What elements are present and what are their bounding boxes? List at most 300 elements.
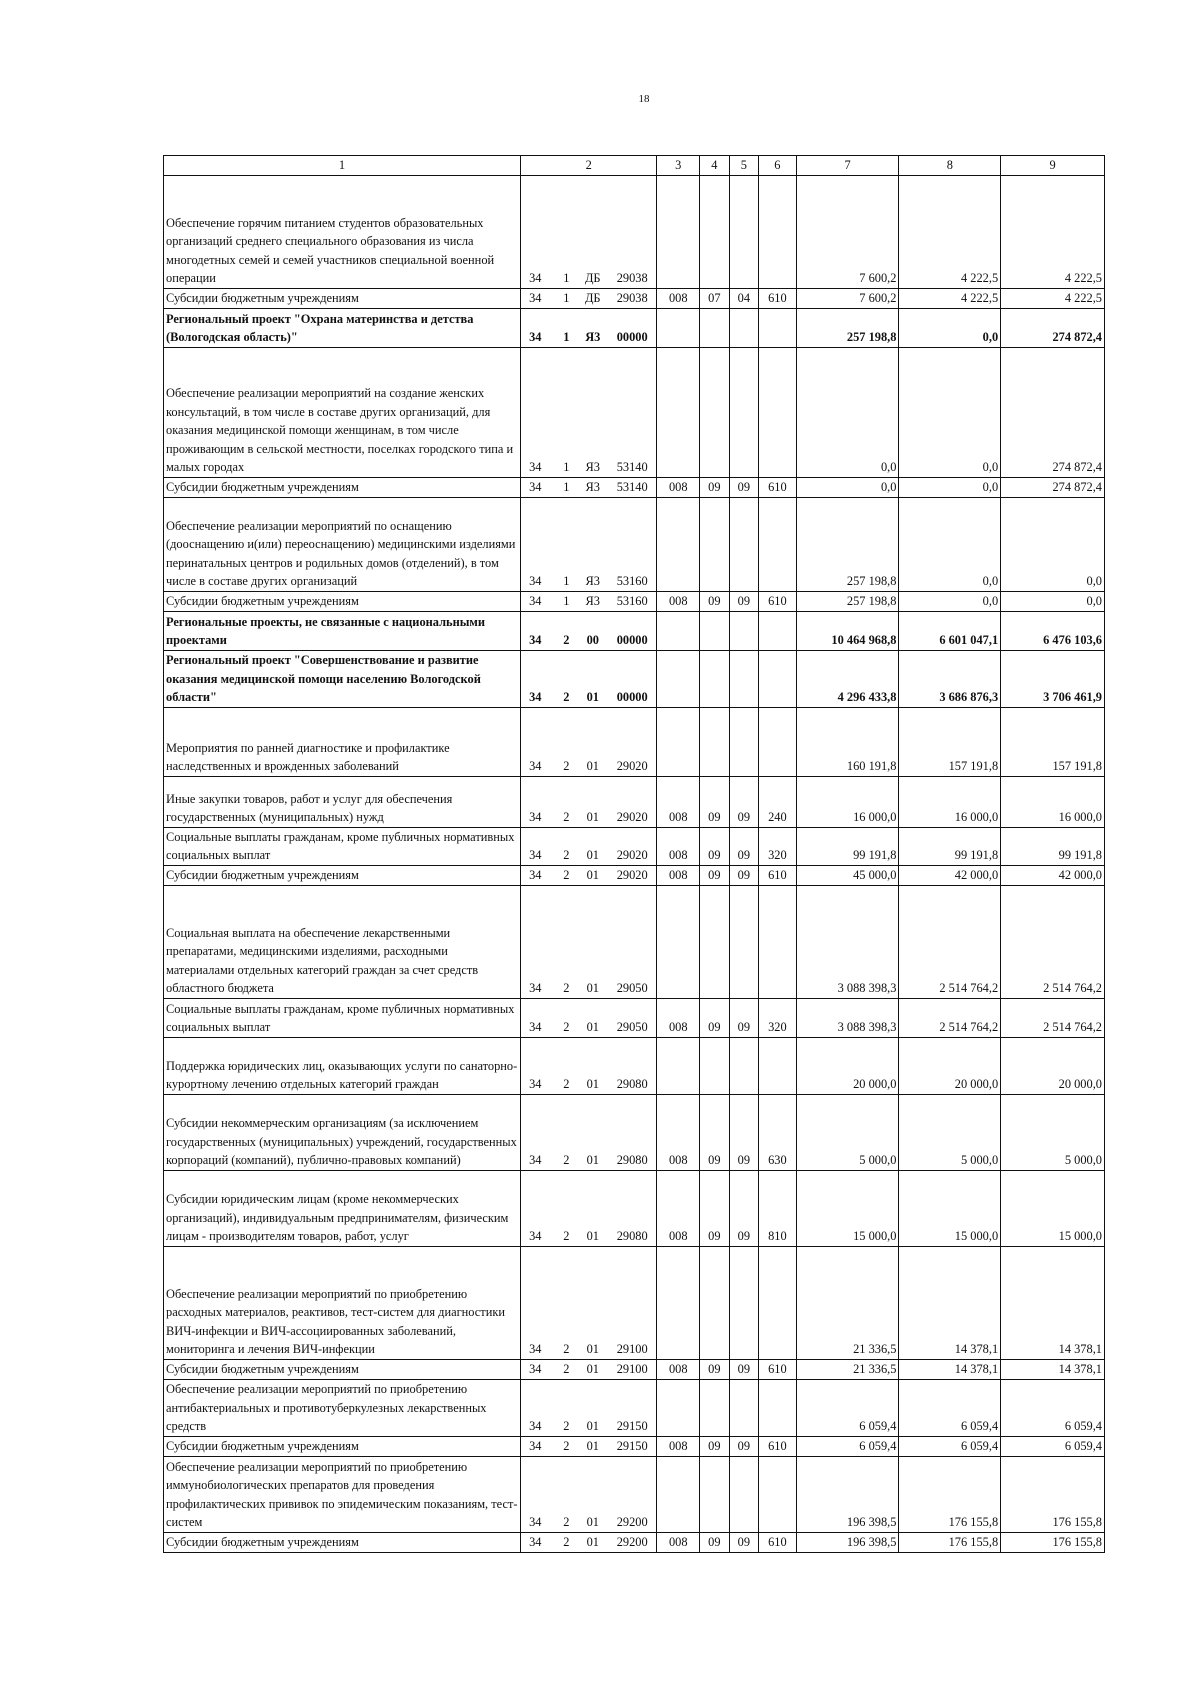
- row-name: Субсидии бюджетным учреждениям: [164, 865, 521, 885]
- row-code-type: 2: [555, 1094, 577, 1170]
- row-code-program: 34: [521, 885, 556, 998]
- row-code-program: 34: [521, 347, 556, 477]
- row-amount-col9: 274 872,4: [1001, 347, 1105, 477]
- row-code-program: 34: [521, 827, 556, 865]
- row-amount-col8: 4 222,5: [899, 175, 1001, 288]
- row-code-department: 008: [657, 1359, 700, 1379]
- row-code-expense-type: [759, 707, 797, 776]
- row-code-section: [700, 347, 730, 477]
- row-code-project: 01: [578, 885, 609, 998]
- row-amount-col9: 0,0: [1001, 591, 1105, 611]
- row-code-subsection: 09: [729, 865, 759, 885]
- row-code-section: [700, 1379, 730, 1436]
- row-code-section: 09: [700, 1094, 730, 1170]
- row-code-project: 01: [578, 1456, 609, 1532]
- row-amount-col7: 7 600,2: [796, 175, 899, 288]
- table-body: [164, 175, 1105, 1552]
- row-name: Социальные выплаты гражданам, кроме публичных нормативных социальных выплат: [164, 998, 521, 1037]
- row-amount-col7: 99 191,8: [796, 827, 899, 865]
- row-code-item: 29038: [608, 175, 657, 288]
- row-code-type: 2: [555, 1246, 577, 1359]
- row-code-project: 01: [578, 1170, 609, 1246]
- row-code-program: 34: [521, 477, 556, 497]
- row-code-project: Я3: [578, 591, 609, 611]
- row-code-program: 34: [521, 865, 556, 885]
- column-header-9: 9: [1001, 156, 1105, 176]
- row-amount-col7: 16 000,0: [796, 776, 899, 827]
- row-code-section: 09: [700, 1170, 730, 1246]
- row-code-department: 008: [657, 1094, 700, 1170]
- row-name: Субсидии бюджетным учреждениям: [164, 591, 521, 611]
- row-code-type: 1: [555, 308, 577, 347]
- row-amount-col7: 7 600,2: [796, 288, 899, 308]
- row-amount-col8: 2 514 764,2: [899, 998, 1001, 1037]
- row-code-program: 34: [521, 1170, 556, 1246]
- row-code-project: Я3: [578, 308, 609, 347]
- table-row: [164, 477, 1105, 497]
- row-code-section: [700, 885, 730, 998]
- row-code-project: ДБ: [578, 175, 609, 288]
- column-header-1: 1: [164, 156, 521, 176]
- row-amount-col7: 3 088 398,3: [796, 998, 899, 1037]
- table-row: [164, 1456, 1105, 1532]
- row-amount-col9: 4 222,5: [1001, 288, 1105, 308]
- row-code-type: 1: [555, 591, 577, 611]
- row-code-expense-type: 320: [759, 827, 797, 865]
- row-code-type: 1: [555, 288, 577, 308]
- row-code-department: 008: [657, 1436, 700, 1456]
- table-row: [164, 1094, 1105, 1170]
- row-code-department: 008: [657, 1532, 700, 1552]
- row-name: Мероприятия по ранней диагностике и профилактике наследственных и врожденных заболеваний: [164, 707, 521, 776]
- table-row: [164, 288, 1105, 308]
- row-code-department: [657, 1037, 700, 1094]
- table-row: [164, 650, 1105, 707]
- column-header-3: 3: [657, 156, 700, 176]
- row-code-item: 29020: [608, 707, 657, 776]
- row-code-project: 01: [578, 1037, 609, 1094]
- row-code-subsection: [729, 611, 759, 650]
- row-amount-col7: 21 336,5: [796, 1246, 899, 1359]
- row-code-item: 29150: [608, 1379, 657, 1436]
- row-code-subsection: 09: [729, 1094, 759, 1170]
- row-amount-col8: 0,0: [899, 347, 1001, 477]
- table-row: [164, 885, 1105, 998]
- row-name: Обеспечение реализации мероприятий по приобретению расходных материалов, реактивов, тест-систем для диагностики ВИЧ-инфекции и ВИЧ-ассоциированных заболеваний, мониторинга и лечения ВИЧ-инфекции: [164, 1246, 521, 1359]
- row-name: Субсидии бюджетным учреждениям: [164, 1359, 521, 1379]
- row-code-subsection: 09: [729, 776, 759, 827]
- row-code-section: [700, 650, 730, 707]
- page-number: 18: [638, 93, 650, 105]
- row-code-subsection: [729, 650, 759, 707]
- row-code-item: 29200: [608, 1532, 657, 1552]
- row-code-type: 2: [555, 998, 577, 1037]
- row-code-project: 01: [578, 998, 609, 1037]
- row-code-subsection: [729, 1246, 759, 1359]
- row-name: Обеспечение реализации мероприятий на создание женских консультаций, в том числе в составе других организаций, для оказания медицинской помощи женщинам, в том числе проживающим в сельской местности, поселках городского типа и малых городах: [164, 347, 521, 477]
- row-amount-col8: 176 155,8: [899, 1456, 1001, 1532]
- row-code-program: 34: [521, 308, 556, 347]
- row-code-type: 2: [555, 707, 577, 776]
- row-amount-col7: 160 191,8: [796, 707, 899, 776]
- row-code-program: 34: [521, 776, 556, 827]
- row-name: Обеспечение реализации мероприятий по оснащению (дооснащению и(или) переоснащению) медицинскими изделиями перинатальных центров и родильных домов (отделений), в том числе в составе других организаций: [164, 497, 521, 591]
- row-amount-col9: 176 155,8: [1001, 1456, 1105, 1532]
- row-code-project: ДБ: [578, 288, 609, 308]
- row-code-item: 00000: [608, 650, 657, 707]
- row-code-item: 29080: [608, 1037, 657, 1094]
- row-code-type: 2: [555, 827, 577, 865]
- row-code-department: 008: [657, 591, 700, 611]
- row-amount-col8: 20 000,0: [899, 1037, 1001, 1094]
- row-code-item: 29020: [608, 776, 657, 827]
- row-amount-col8: 6 059,4: [899, 1436, 1001, 1456]
- column-header-8: 8: [899, 156, 1001, 176]
- row-code-type: 2: [555, 1456, 577, 1532]
- row-name: Поддержка юридических лиц, оказывающих услуги по санаторно-курортному лечению отдельных категорий граждан: [164, 1037, 521, 1094]
- row-code-project: 01: [578, 1436, 609, 1456]
- row-code-department: 008: [657, 776, 700, 827]
- row-code-section: 09: [700, 1436, 730, 1456]
- row-code-type: 1: [555, 477, 577, 497]
- row-code-section: [700, 1456, 730, 1532]
- column-header-4: 4: [700, 156, 730, 176]
- row-code-item: 00000: [608, 308, 657, 347]
- row-code-section: [700, 611, 730, 650]
- row-amount-col7: 0,0: [796, 347, 899, 477]
- row-amount-col8: 3 686 876,3: [899, 650, 1001, 707]
- row-code-project: Я3: [578, 347, 609, 477]
- row-name: Социальные выплаты гражданам, кроме публичных нормативных социальных выплат: [164, 827, 521, 865]
- row-amount-col7: 257 198,8: [796, 591, 899, 611]
- row-code-department: [657, 175, 700, 288]
- row-amount-col9: 14 378,1: [1001, 1359, 1105, 1379]
- row-code-subsection: [729, 175, 759, 288]
- row-code-expense-type: 610: [759, 865, 797, 885]
- row-code-department: 008: [657, 1170, 700, 1246]
- row-code-subsection: [729, 885, 759, 998]
- row-code-department: [657, 611, 700, 650]
- row-amount-col9: 2 514 764,2: [1001, 998, 1105, 1037]
- row-code-item: 29100: [608, 1359, 657, 1379]
- row-code-department: [657, 650, 700, 707]
- row-name: Субсидии некоммерческим организациям (за исключением государственных (муниципальных) учреждений, государственных корпораций (компаний), публично-правовых компаний): [164, 1094, 521, 1170]
- row-code-item: 29050: [608, 885, 657, 998]
- row-code-section: [700, 1037, 730, 1094]
- row-amount-col8: 157 191,8: [899, 707, 1001, 776]
- row-amount-col8: 2 514 764,2: [899, 885, 1001, 998]
- row-code-program: 34: [521, 611, 556, 650]
- row-code-expense-type: 610: [759, 1359, 797, 1379]
- table-row: [164, 776, 1105, 827]
- row-code-item: 29080: [608, 1094, 657, 1170]
- row-code-item: 29100: [608, 1246, 657, 1359]
- row-code-type: 2: [555, 865, 577, 885]
- row-code-program: 34: [521, 288, 556, 308]
- row-code-department: [657, 1456, 700, 1532]
- row-amount-col9: 3 706 461,9: [1001, 650, 1105, 707]
- row-name: Региональный проект "Совершенствование и развитие оказания медицинской помощи населению Вологодской области": [164, 650, 521, 707]
- row-name: Обеспечение горячим питанием студентов образовательных организаций среднего специального образования из числа многодетных семей и семей участников специальной военной операции: [164, 175, 521, 288]
- row-code-program: 34: [521, 1532, 556, 1552]
- row-amount-col8: 15 000,0: [899, 1170, 1001, 1246]
- row-name: Субсидии бюджетным учреждениям: [164, 288, 521, 308]
- table-row: [164, 175, 1105, 288]
- row-code-subsection: 09: [729, 827, 759, 865]
- row-code-item: 29200: [608, 1456, 657, 1532]
- row-code-subsection: 09: [729, 477, 759, 497]
- row-code-project: 01: [578, 865, 609, 885]
- row-code-subsection: 09: [729, 998, 759, 1037]
- row-code-item: 53160: [608, 497, 657, 591]
- row-code-section: [700, 497, 730, 591]
- row-code-project: 01: [578, 1094, 609, 1170]
- row-code-expense-type: 630: [759, 1094, 797, 1170]
- table-row: [164, 611, 1105, 650]
- row-name: Региональные проекты, не связанные с национальными проектами: [164, 611, 521, 650]
- table-row: [164, 998, 1105, 1037]
- row-amount-col7: 10 464 968,8: [796, 611, 899, 650]
- row-code-item: 29038: [608, 288, 657, 308]
- table-row: [164, 1170, 1105, 1246]
- row-code-subsection: [729, 1379, 759, 1436]
- row-amount-col8: 16 000,0: [899, 776, 1001, 827]
- row-code-item: 53140: [608, 477, 657, 497]
- row-name: Обеспечение реализации мероприятий по приобретению иммунобиологических препаратов для проведения профилактических прививок по эпидемическим показаниям, тест-систем: [164, 1456, 521, 1532]
- row-code-expense-type: [759, 885, 797, 998]
- row-code-expense-type: [759, 650, 797, 707]
- row-code-type: 2: [555, 1379, 577, 1436]
- row-amount-col8: 99 191,8: [899, 827, 1001, 865]
- row-code-type: 2: [555, 650, 577, 707]
- table-row: [164, 308, 1105, 347]
- row-amount-col7: 3 088 398,3: [796, 885, 899, 998]
- row-amount-col9: 4 222,5: [1001, 175, 1105, 288]
- row-amount-col9: 157 191,8: [1001, 707, 1105, 776]
- row-amount-col7: 45 000,0: [796, 865, 899, 885]
- row-code-section: [700, 1246, 730, 1359]
- row-code-item: 53140: [608, 347, 657, 477]
- row-code-subsection: 09: [729, 591, 759, 611]
- row-code-subsection: [729, 308, 759, 347]
- row-code-section: [700, 707, 730, 776]
- row-amount-col8: 0,0: [899, 497, 1001, 591]
- row-code-item: 29080: [608, 1170, 657, 1246]
- row-code-department: 008: [657, 998, 700, 1037]
- row-code-department: [657, 308, 700, 347]
- row-code-program: 34: [521, 650, 556, 707]
- row-amount-col9: 14 378,1: [1001, 1246, 1105, 1359]
- row-name: Иные закупки товаров, работ и услуг для обеспечения государственных (муниципальных) нужд: [164, 776, 521, 827]
- table-row: [164, 1379, 1105, 1436]
- row-amount-col8: 0,0: [899, 308, 1001, 347]
- row-amount-col9: 16 000,0: [1001, 776, 1105, 827]
- row-amount-col7: 257 198,8: [796, 497, 899, 591]
- table-row: [164, 1436, 1105, 1456]
- header-row: [164, 156, 1105, 176]
- row-code-expense-type: 810: [759, 1170, 797, 1246]
- row-code-expense-type: [759, 1456, 797, 1532]
- table-row: [164, 1246, 1105, 1359]
- row-name: Субсидии бюджетным учреждениям: [164, 1532, 521, 1552]
- row-amount-col9: 6 059,4: [1001, 1379, 1105, 1436]
- row-code-expense-type: 320: [759, 998, 797, 1037]
- row-code-project: Я3: [578, 497, 609, 591]
- table-row: [164, 707, 1105, 776]
- row-code-department: [657, 347, 700, 477]
- row-code-project: Я3: [578, 477, 609, 497]
- row-code-section: 09: [700, 1359, 730, 1379]
- table-row: [164, 347, 1105, 477]
- row-code-department: [657, 1379, 700, 1436]
- row-code-subsection: [729, 1037, 759, 1094]
- row-code-section: [700, 175, 730, 288]
- row-amount-col8: 14 378,1: [899, 1246, 1001, 1359]
- row-amount-col8: 0,0: [899, 591, 1001, 611]
- column-header-6: 6: [759, 156, 797, 176]
- row-code-program: 34: [521, 497, 556, 591]
- row-code-project: 00: [578, 611, 609, 650]
- row-code-type: 1: [555, 347, 577, 477]
- row-amount-col7: 196 398,5: [796, 1532, 899, 1552]
- row-amount-col7: 5 000,0: [796, 1094, 899, 1170]
- row-amount-col9: 274 872,4: [1001, 477, 1105, 497]
- row-code-department: 008: [657, 865, 700, 885]
- row-amount-col9: 20 000,0: [1001, 1037, 1105, 1094]
- column-header-7: 7: [796, 156, 899, 176]
- row-code-expense-type: [759, 175, 797, 288]
- row-name: Субсидии бюджетным учреждениям: [164, 1436, 521, 1456]
- row-code-program: 34: [521, 1037, 556, 1094]
- row-code-item: 29050: [608, 998, 657, 1037]
- row-code-expense-type: [759, 1037, 797, 1094]
- row-name: Субсидии юридическим лицам (кроме некоммерческих организаций), индивидуальным предпринимателям, физическим лицам - производителям товаров, работ, услуг: [164, 1170, 521, 1246]
- row-code-program: 34: [521, 591, 556, 611]
- row-code-department: [657, 707, 700, 776]
- row-code-expense-type: 610: [759, 477, 797, 497]
- row-code-expense-type: [759, 611, 797, 650]
- row-code-project: 01: [578, 1246, 609, 1359]
- row-name: Социальная выплата на обеспечение лекарственными препаратами, медицинскими изделиями, расходными материалами отдельных категорий граждан за счет средств областного бюджета: [164, 885, 521, 998]
- table-row: [164, 591, 1105, 611]
- row-amount-col7: 6 059,4: [796, 1379, 899, 1436]
- row-code-type: 2: [555, 1436, 577, 1456]
- row-code-subsection: [729, 497, 759, 591]
- row-code-type: 2: [555, 1037, 577, 1094]
- row-code-department: 008: [657, 827, 700, 865]
- row-code-expense-type: 240: [759, 776, 797, 827]
- table-row: [164, 497, 1105, 591]
- row-code-program: 34: [521, 1456, 556, 1532]
- budget-table: [163, 155, 1105, 1553]
- row-code-type: 2: [555, 1170, 577, 1246]
- row-amount-col9: 42 000,0: [1001, 865, 1105, 885]
- row-name: Региональный проект "Охрана материнства и детства (Вологодская область)": [164, 308, 521, 347]
- table-row: [164, 1532, 1105, 1552]
- row-amount-col8: 0,0: [899, 477, 1001, 497]
- row-amount-col9: 274 872,4: [1001, 308, 1105, 347]
- row-code-subsection: 09: [729, 1170, 759, 1246]
- row-amount-col9: 6 476 103,6: [1001, 611, 1105, 650]
- row-code-section: 07: [700, 288, 730, 308]
- row-name: Обеспечение реализации мероприятий по приобретению антибактериальных и противотуберкулезных лекарственных средств: [164, 1379, 521, 1436]
- row-amount-col9: 176 155,8: [1001, 1532, 1105, 1552]
- row-code-program: 34: [521, 175, 556, 288]
- table-row: [164, 1037, 1105, 1094]
- row-code-program: 34: [521, 998, 556, 1037]
- row-amount-col7: 0,0: [796, 477, 899, 497]
- row-amount-col8: 5 000,0: [899, 1094, 1001, 1170]
- row-code-item: 29020: [608, 865, 657, 885]
- row-code-expense-type: 610: [759, 1532, 797, 1552]
- row-amount-col8: 4 222,5: [899, 288, 1001, 308]
- table-row: [164, 1359, 1105, 1379]
- row-code-subsection: 09: [729, 1359, 759, 1379]
- row-code-item: 53160: [608, 591, 657, 611]
- row-amount-col7: 15 000,0: [796, 1170, 899, 1246]
- row-amount-col9: 99 191,8: [1001, 827, 1105, 865]
- row-amount-col7: 4 296 433,8: [796, 650, 899, 707]
- column-header-5: 5: [729, 156, 759, 176]
- row-code-department: [657, 1246, 700, 1359]
- row-code-type: 2: [555, 885, 577, 998]
- row-code-subsection: 09: [729, 1532, 759, 1552]
- row-code-section: 09: [700, 998, 730, 1037]
- row-code-program: 34: [521, 1436, 556, 1456]
- row-amount-col8: 14 378,1: [899, 1359, 1001, 1379]
- row-code-expense-type: [759, 308, 797, 347]
- row-amount-col7: 20 000,0: [796, 1037, 899, 1094]
- row-code-section: 09: [700, 477, 730, 497]
- table-row: [164, 827, 1105, 865]
- row-code-program: 34: [521, 707, 556, 776]
- row-code-section: 09: [700, 776, 730, 827]
- row-code-subsection: 09: [729, 1436, 759, 1456]
- row-code-item: 29150: [608, 1436, 657, 1456]
- row-code-type: 2: [555, 1359, 577, 1379]
- row-code-subsection: [729, 707, 759, 776]
- row-code-project: 01: [578, 1359, 609, 1379]
- row-code-program: 34: [521, 1359, 556, 1379]
- row-amount-col9: 6 059,4: [1001, 1436, 1105, 1456]
- column-header-2: 2: [521, 156, 657, 176]
- row-code-project: 01: [578, 650, 609, 707]
- row-code-expense-type: 610: [759, 591, 797, 611]
- row-code-subsection: [729, 1456, 759, 1532]
- row-code-project: 01: [578, 1532, 609, 1552]
- row-code-project: 01: [578, 1379, 609, 1436]
- row-code-program: 34: [521, 1246, 556, 1359]
- row-code-section: 09: [700, 1532, 730, 1552]
- row-code-item: 29020: [608, 827, 657, 865]
- table-row: [164, 865, 1105, 885]
- row-code-expense-type: 610: [759, 288, 797, 308]
- row-code-department: 008: [657, 288, 700, 308]
- row-code-department: [657, 497, 700, 591]
- row-code-section: [700, 308, 730, 347]
- row-name: Субсидии бюджетным учреждениям: [164, 477, 521, 497]
- row-code-project: 01: [578, 707, 609, 776]
- row-code-department: 008: [657, 477, 700, 497]
- row-code-item: 00000: [608, 611, 657, 650]
- row-code-type: 1: [555, 175, 577, 288]
- row-code-type: 2: [555, 611, 577, 650]
- row-amount-col9: 15 000,0: [1001, 1170, 1105, 1246]
- row-amount-col8: 176 155,8: [899, 1532, 1001, 1552]
- row-code-program: 34: [521, 1379, 556, 1436]
- row-code-subsection: 04: [729, 288, 759, 308]
- row-code-expense-type: [759, 1246, 797, 1359]
